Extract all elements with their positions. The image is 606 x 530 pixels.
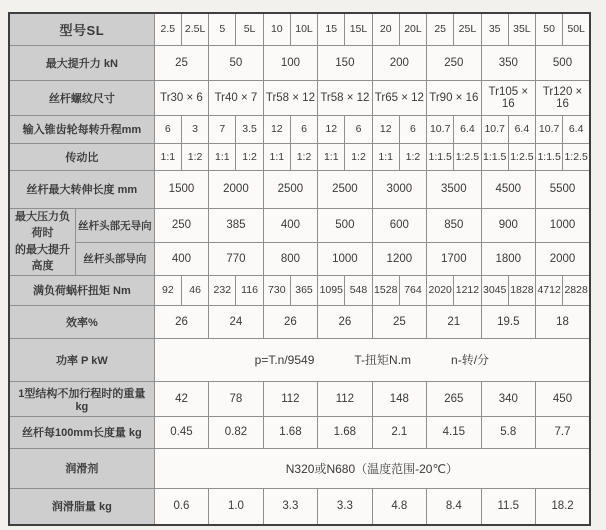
column-header-cell: 35L [508,13,535,45]
data-cell: 148 [372,381,426,416]
data-cell: 1:2.5 [454,143,481,170]
table-row [9,143,590,170]
note-segment: n-转/分 [451,353,490,367]
column-header-cell: 50 [536,13,563,45]
row-label: 最大提升力 kN [9,45,154,80]
data-cell: 1.68 [318,416,372,448]
data-cell: 1:1 [209,143,236,170]
data-cell: 1:1.5 [427,143,454,170]
row-label: 功率 P kW [9,338,154,381]
data-cell: Tr120 × 16 [536,80,590,115]
data-cell: 1:2 [290,143,317,170]
data-cell: Tr58 × 12 [263,80,317,115]
data-cell: 6 [290,115,317,143]
note-segment: T-扭矩N.m [354,353,412,367]
column-header-cell: 20 [372,13,399,45]
data-cell: 3500 [427,170,481,208]
spec-table-body [9,13,590,525]
data-cell: 0.45 [154,416,208,448]
data-cell: 46 [181,275,208,305]
row-label: 润滑剂 [9,448,154,488]
data-cell: 112 [263,381,317,416]
data-cell: 385 [209,208,263,242]
data-cell: 116 [236,275,263,305]
column-header-cell: 20L [399,13,426,45]
data-cell: Tr40 × 7 [209,80,263,115]
data-cell: 5.8 [481,416,535,448]
data-cell: 0.6 [154,488,208,525]
table-row [9,488,590,525]
data-cell: 3000 [372,170,426,208]
data-cell: 11.5 [481,488,535,525]
data-cell: 600 [372,208,426,242]
data-cell: 18 [536,305,590,338]
note-segment: p=T.n/9549 [254,353,315,367]
table-row [9,80,590,115]
data-cell: 1212 [454,275,481,305]
column-header-cell: 15L [345,13,372,45]
data-cell: 400 [154,242,208,275]
column-header-cell: 2.5L [181,13,208,45]
data-cell: 900 [481,208,535,242]
row-label: 丝杆最大转伸长度 mm [9,170,154,208]
data-cell: 2500 [263,170,317,208]
note-segment: N320或N680（温度范围-20℃） [285,461,458,476]
data-cell: 4500 [481,170,535,208]
row-sublabel: 丝杆头部导向 [76,242,155,275]
data-cell: 26 [263,305,317,338]
table-row [9,242,590,275]
data-cell: 112 [318,381,372,416]
data-cell: 1:1 [154,143,181,170]
data-cell: 19.5 [481,305,535,338]
table-row [9,170,590,208]
row-label: 润滑脂量 kg [9,488,154,525]
data-cell: 26 [318,305,372,338]
data-cell: 100 [263,45,317,80]
column-header-cell: 15 [318,13,345,45]
row-label: 输入锥齿轮每转升程mm [9,115,154,143]
data-cell: 2000 [536,242,590,275]
data-cell: 450 [536,381,590,416]
data-cell: 5500 [536,170,590,208]
data-cell: 1:2.5 [563,143,590,170]
data-cell: 1200 [372,242,426,275]
data-cell: 1:2 [181,143,208,170]
data-cell: 78 [209,381,263,416]
row-label: 丝杆每100mm长度量 kg [9,416,154,448]
data-cell: 730 [263,275,290,305]
data-cell: 4.8 [372,488,426,525]
data-cell: 7.7 [536,416,590,448]
data-cell: 21 [427,305,481,338]
row-label: 1型结构不加行程时的重量 kg [9,381,154,416]
data-cell: 850 [427,208,481,242]
data-cell: 340 [481,381,535,416]
data-cell: 1.0 [209,488,263,525]
data-cell: 1:2 [236,143,263,170]
row-label: 传动比 [9,143,154,170]
column-header-cell: 10 [263,13,290,45]
column-header-cell: 25 [427,13,454,45]
row-group-label-line: 最大压力负荷时 [15,210,71,239]
data-cell: 26 [154,305,208,338]
data-cell: 1000 [536,208,590,242]
data-cell: 2500 [318,170,372,208]
table-row [9,416,590,448]
data-cell: Tr105 × 16 [481,80,535,115]
data-cell: 3.5 [236,115,263,143]
data-cell: 18.2 [536,488,590,525]
table-row [9,45,590,80]
table-row [9,305,590,338]
data-cell: 4.15 [427,416,481,448]
data-cell: 92 [154,275,181,305]
table-row [9,338,590,381]
data-cell: 1.68 [263,416,317,448]
data-cell: 1:1 [263,143,290,170]
data-cell: 12 [372,115,399,143]
data-cell: 1:2 [399,143,426,170]
row-group-label-line: 的最大提升高度 [15,243,71,272]
data-cell: 200 [372,45,426,80]
row-group-label [9,208,76,275]
data-cell: 1700 [427,242,481,275]
data-cell: 1528 [372,275,399,305]
table-row [9,115,590,143]
table-row [9,275,590,305]
table-row [9,381,590,416]
data-cell: 1:1 [372,143,399,170]
data-cell: 2000 [209,170,263,208]
data-cell: 2.1 [372,416,426,448]
data-cell: 365 [290,275,317,305]
column-header-cell: 5 [209,13,236,45]
data-cell: 548 [345,275,372,305]
data-cell: 250 [154,208,208,242]
data-cell: Tr30 × 6 [154,80,208,115]
data-cell: 3.3 [263,488,317,525]
data-cell: 1000 [318,242,372,275]
data-cell: 4712 [536,275,563,305]
data-cell: 232 [209,275,236,305]
data-cell: 1800 [481,242,535,275]
data-cell: 6 [399,115,426,143]
data-cell: 1095 [318,275,345,305]
data-cell: 500 [318,208,372,242]
data-cell: 1500 [154,170,208,208]
data-cell: 770 [209,242,263,275]
data-cell: Tr65 × 12 [372,80,426,115]
data-cell: 2828 [563,275,590,305]
column-header-cell: 10L [290,13,317,45]
column-header-cell: 5L [236,13,263,45]
data-cell: 6.4 [454,115,481,143]
data-cell: 3045 [481,275,508,305]
table-row [9,13,590,45]
data-cell: 3 [181,115,208,143]
data-cell: 25 [372,305,426,338]
merged-note-cell [154,448,590,488]
data-cell: 350 [481,45,535,80]
data-cell: 800 [263,242,317,275]
data-cell: 2020 [427,275,454,305]
data-cell: 50 [209,45,263,80]
data-cell: 24 [209,305,263,338]
data-cell: 6.4 [563,115,590,143]
data-cell: 6 [345,115,372,143]
data-cell: 500 [536,45,590,80]
data-cell: 1:1 [318,143,345,170]
data-cell: 3.3 [318,488,372,525]
data-cell: 12 [318,115,345,143]
column-header-cell: 2.5 [154,13,181,45]
data-cell: 1828 [508,275,535,305]
data-cell: 150 [318,45,372,80]
column-header-cell: 25L [454,13,481,45]
spec-table [8,12,591,526]
data-cell: Tr90 × 16 [427,80,481,115]
row-label: 效率% [9,305,154,338]
row-label: 满负荷蜗杆扭矩 Nm [9,275,154,305]
data-cell: 400 [263,208,317,242]
column-header-cell: 35 [481,13,508,45]
table-row [9,208,590,242]
data-cell: 10.7 [481,115,508,143]
row-label: 型号SL [9,13,154,45]
table-row [9,448,590,488]
data-cell: 1:1.5 [481,143,508,170]
data-cell: 6 [154,115,181,143]
row-sublabel: 丝杆头部无导向 [76,208,155,242]
row-label: 丝杆螺纹尺寸 [9,80,154,115]
column-header-cell: 50L [563,13,590,45]
data-cell: Tr58 × 12 [318,80,372,115]
data-cell: 7 [209,115,236,143]
data-cell: 0.82 [209,416,263,448]
data-cell: 10.7 [427,115,454,143]
data-cell: 1:2 [345,143,372,170]
data-cell: 1:2.5 [508,143,535,170]
data-cell: 6.4 [508,115,535,143]
data-cell: 250 [427,45,481,80]
data-cell: 12 [263,115,290,143]
merged-note-cell [154,338,590,381]
data-cell: 10.7 [536,115,563,143]
data-cell: 8.4 [427,488,481,525]
data-cell: 265 [427,381,481,416]
data-cell: 764 [399,275,426,305]
data-cell: 42 [154,381,208,416]
data-cell: 1:1.5 [536,143,563,170]
data-cell: 25 [154,45,208,80]
